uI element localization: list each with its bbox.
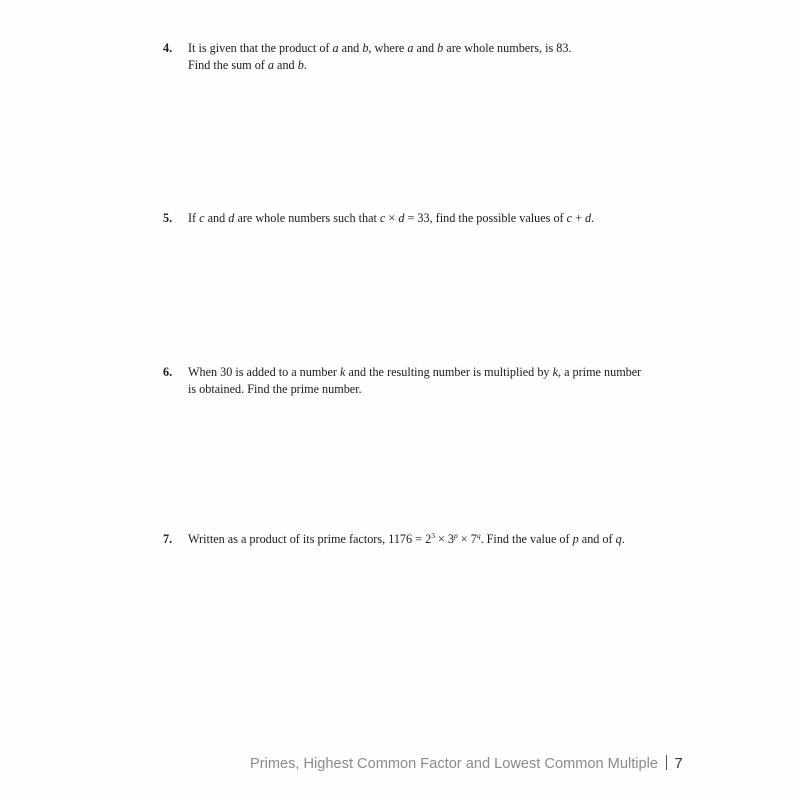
- question-text: Written as a product of its prime factors, $1176 = 2^3 \times 3^p \times 7^q$. Find the value of p and of q.: [188, 531, 625, 546]
- page-footer: [250, 755, 683, 772]
- question-text: It is given that the product of a and b, where a and b are whole numbers, is 83. Find the sum of a and b.: [188, 41, 572, 72]
- question-5: [163, 210, 653, 227]
- question-number: 4.: [163, 41, 173, 55]
- question-number: 6.: [163, 365, 173, 379]
- question-text: When 30 is added to a number k and the resulting number is multiplied by k, a prime number is obtained. Find the prime number.: [188, 365, 642, 396]
- page-number: 7: [674, 756, 683, 772]
- question-number: 5.: [163, 211, 173, 225]
- footer-divider: [666, 755, 668, 770]
- question-4: [163, 40, 653, 74]
- question-text: If c and d are whole numbers such that c × d = 33, find the possible values of c + d.: [188, 211, 595, 225]
- question-6: [163, 364, 653, 398]
- chapter-title: Primes, Highest Common Factor and Lowest Common Multiple: [250, 756, 658, 772]
- question-7: [163, 531, 653, 548]
- question-number: 7.: [163, 532, 173, 546]
